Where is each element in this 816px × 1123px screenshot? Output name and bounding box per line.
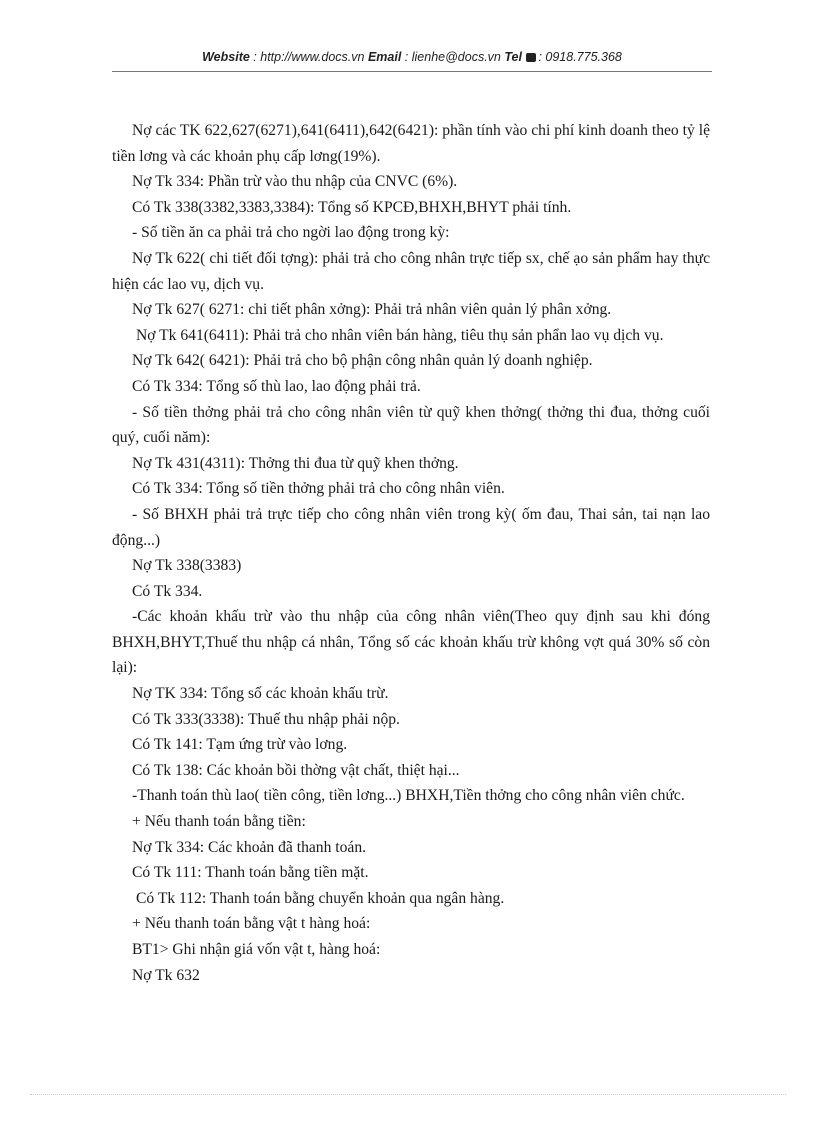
paragraph: Nợ Tk 632 [132, 966, 200, 984]
email-label: Email [367, 50, 402, 64]
paragraph: + Nếu thanh toán bằng vật t hàng hoá: [132, 915, 371, 933]
paragraph: BT1> Ghi nhận giá vốn vật t, hàng hoá: [132, 941, 381, 958]
paragraph: - Số BHXH phải trả trực tiếp cho công nhân viên trong kỳ( ốm đau, Thai sản, tai nạn lao động...) [112, 505, 710, 549]
page-header [112, 50, 712, 64]
document-body [112, 118, 710, 988]
paragraph: -Thanh toán thù lao( tiền công, tiền lơng...) BHXH,Tiền thởng cho công nhân viên chức. [132, 787, 685, 805]
tel-label: Tel [504, 50, 522, 64]
paragraph: Có Tk 334: Tổng số thù lao, lao động phải trả. [132, 377, 421, 395]
paragraph: Nợ Tk 642( 6421): Phải trả cho bộ phận công nhân quản lý doanh nghiệp. [132, 352, 593, 370]
website-label: Website [202, 50, 250, 64]
paragraph: Nợ các TK 622,627(6271),641(6411),642(6421): phần tính vào chi phí kinh doanh theo tỷ lệ tiền lơng và các khoản phụ cấp lơng(19%). [112, 122, 710, 165]
paragraph: Có Tk 138: Các khoản bồi thờng vật chất, thiệt hại... [132, 761, 460, 779]
website-value[interactable]: : http://www.docs.vn [253, 50, 365, 64]
phone-icon [526, 53, 536, 62]
paragraph: Nợ Tk 338(3383) [132, 557, 242, 575]
paragraph: Nợ TK 334: Tổng số các khoản khấu trừ. [132, 685, 389, 703]
paragraph: -Các khoản khấu trừ vào thu nhập của công nhân viên(Theo quy định sau khi đóng BHXH,BHYT,Thuế thu nhập cá nhân, Tổng số các khoản khấu trừ không vợt quá 30% số còn lại): [112, 608, 710, 677]
paragraph: Có Tk 333(3338): Thuế thu nhập phải nộp. [132, 710, 400, 728]
paragraph: Nợ Tk 334: Phần trừ vào thu nhập của CNVC (6%). [132, 173, 458, 191]
paragraph: Có Tk 334. [132, 582, 203, 600]
paragraph: Có Tk 338(3382,3383,3384): Tổng số KPCĐ,BHXH,BHYT phải tính. [132, 198, 572, 216]
paragraph: Nợ Tk 641(6411): Phải trả cho nhân viên bán hàng, tiêu thụ sản phẩn lao vụ dịch vụ. [136, 326, 664, 344]
paragraph: - Số tiền thởng phải trả cho công nhân viên từ quỹ khen thởng( thởng thi đua, thởng cuối quý, cuối năm): [112, 403, 710, 447]
paragraph: + Nếu thanh toán bằng tiền: [132, 813, 306, 831]
tel-value: : 0918.775.368 [538, 50, 622, 64]
paragraph: Nợ Tk 627( 6271: chi tiết phân xởng): Phải trả nhân viên quản lý phân xởng. [132, 301, 612, 319]
paragraph: Có Tk 112: Thanh toán bằng chuyển khoản qua ngân hàng. [136, 889, 505, 907]
paragraph: Có Tk 141: Tạm ứng trừ vào lơng. [132, 736, 348, 754]
paragraph: Có Tk 111: Thanh toán bằng tiền mặt. [132, 864, 369, 882]
paragraph: Nợ Tk 334: Các khoản đã thanh toán. [132, 838, 367, 856]
paragraph: Nợ Tk 431(4311): Thởng thi đua từ quỹ khen thởng. [132, 454, 459, 472]
paragraph: Nợ Tk 622( chi tiết đối tợng): phải trả cho công nhân trực tiếp sx, chế ạo sản phẩm hay thực hiện các lao vụ, dịch vụ. [112, 249, 710, 293]
page-bottom-border [30, 1094, 786, 1095]
paragraph: Có Tk 334: Tổng số tiền thởng phải trả cho công nhân viên. [132, 480, 505, 498]
header-divider [112, 71, 712, 72]
email-value[interactable]: : lienhe@docs.vn [404, 50, 501, 64]
paragraph: - Số tiền ăn ca phải trả cho ngời lao động trong kỳ: [132, 224, 450, 242]
